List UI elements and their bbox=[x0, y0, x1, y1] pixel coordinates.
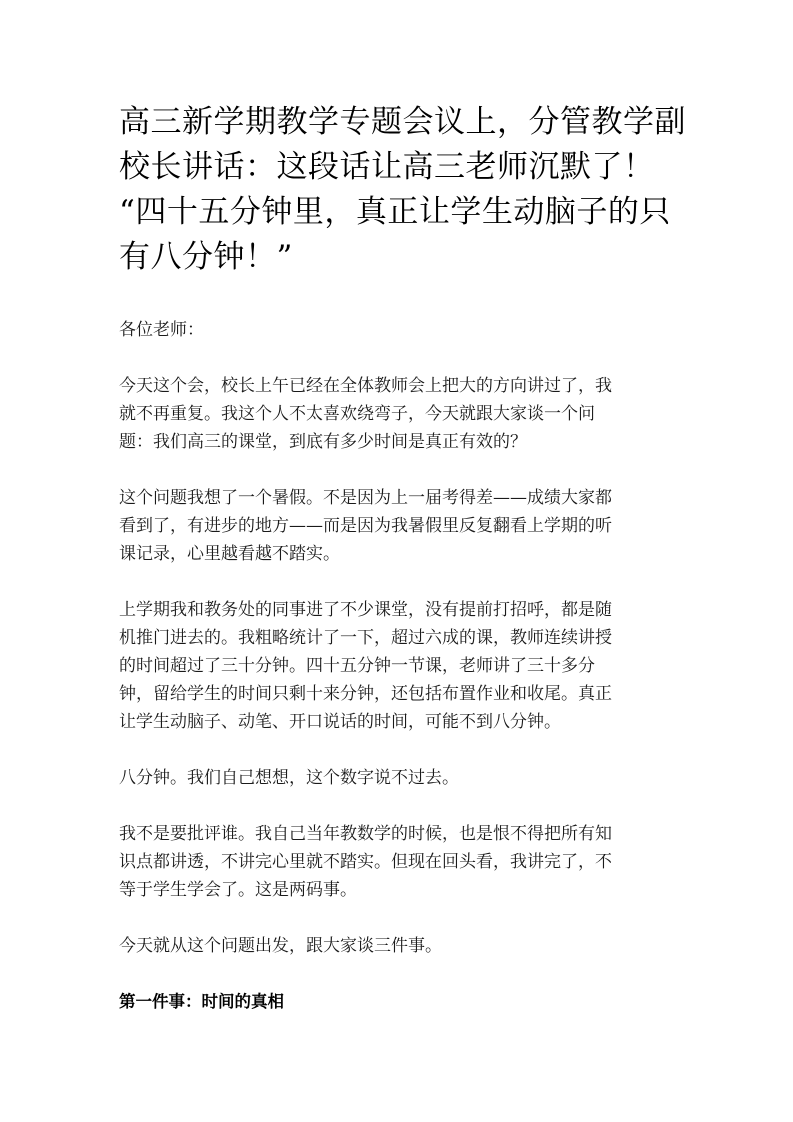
article-body bbox=[119, 316, 664, 1016]
paragraph-line: 让学生动脑子、动笔、开口说话的时间，可能不到八分钟。 bbox=[119, 712, 561, 732]
body-paragraph bbox=[119, 372, 664, 456]
body-paragraph bbox=[119, 596, 664, 736]
paragraph-line: 看到了，有进步的地方——而是因为我暑假里反复翻看上学期的听 bbox=[119, 516, 612, 536]
paragraph-line: 课记录，心里越看越不踏实。 bbox=[119, 544, 340, 564]
paragraph-line: 各位老师： bbox=[119, 320, 204, 340]
paragraph-line: 题：我们高三的课堂，到底有多少时间是真正有效的？ bbox=[119, 432, 527, 452]
paragraph-line: 这个问题我想了一个暑假。不是因为上一届考得差——成绩大家都 bbox=[119, 488, 612, 508]
title-line: 有八分钟！” bbox=[119, 239, 293, 275]
paragraph-line: 八分钟。我们自己想想，这个数字说不过去。 bbox=[119, 768, 459, 788]
body-paragraph bbox=[119, 932, 664, 960]
title-line: “四十五分钟里，真正让学生动脑子的只 bbox=[119, 194, 671, 230]
salutation-paragraph bbox=[119, 316, 664, 344]
paragraph-line: 我不是要批评谁。我自己当年教数学的时候，也是恨不得把所有知 bbox=[119, 824, 612, 844]
article-title bbox=[119, 100, 686, 280]
paragraph-line: 今天这个会，校长上午已经在全体教师会上把大的方向讲过了，我 bbox=[119, 376, 612, 396]
paragraph-line: 今天就从这个问题出发，跟大家谈三件事。 bbox=[119, 936, 442, 956]
paragraph-line: 识点都讲透，不讲完心里就不踏实。但现在回头看，我讲完了，不 bbox=[119, 852, 612, 872]
paragraph-line: 机推门进去的。我粗略统计了一下，超过六成的课，教师连续讲授 bbox=[119, 628, 612, 648]
paragraph-line: 钟，留给学生的时间只剩十来分钟，还包括布置作业和收尾。真正 bbox=[119, 684, 612, 704]
section-heading: 第一件事：时间的真相 bbox=[119, 992, 284, 1011]
title-line: 校长讲话：这段话让高三老师沉默了！ bbox=[119, 149, 655, 185]
body-paragraph bbox=[119, 764, 664, 792]
body-paragraph bbox=[119, 820, 664, 904]
paragraph-line: 的时间超过了三十分钟。四十五分钟一节课，老师讲了三十多分 bbox=[119, 656, 595, 676]
paragraph-line: 就不再重复。我这个人不太喜欢绕弯子，今天就跟大家谈一个问 bbox=[119, 404, 595, 424]
body-paragraph bbox=[119, 484, 664, 568]
title-line: 高三新学期教学专题会议上，分管教学副 bbox=[119, 104, 686, 140]
paragraph-line: 上学期我和教务处的同事进了不少课堂，没有提前打招呼，都是随 bbox=[119, 600, 612, 620]
paragraph-line: 等于学生学会了。这是两码事。 bbox=[119, 880, 357, 900]
